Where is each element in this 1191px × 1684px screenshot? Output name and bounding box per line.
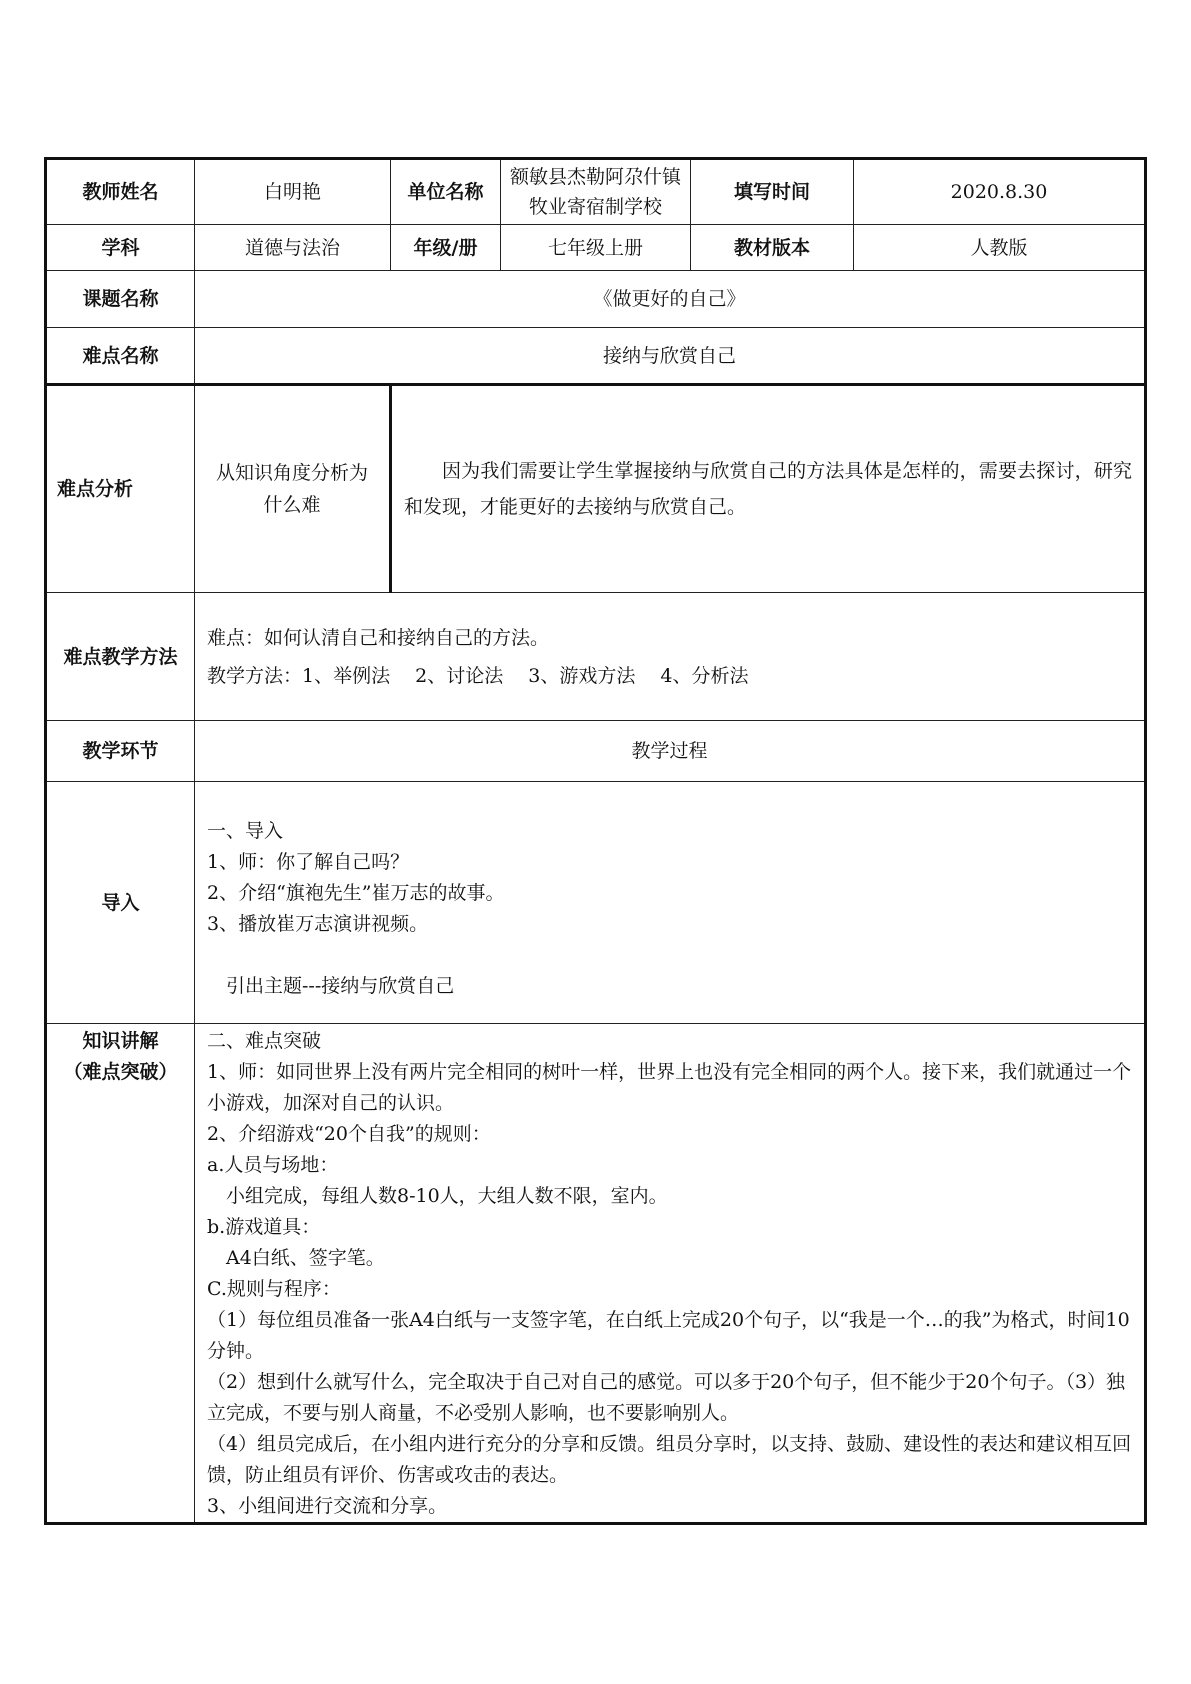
intro-line bbox=[207, 940, 1132, 971]
intro-line: 1、师：你了解自己吗？ bbox=[207, 850, 410, 873]
intro-line: 引出主题---接纳与欣赏自己 bbox=[207, 974, 455, 997]
knowledge-line: （4）组员完成后，在小组内进行充分的分享和反馈。组员分享时，以支持、鼓励、建设性的表达和建议相互回馈，防止组员有评价、伤害或攻击的表达。 bbox=[207, 1433, 1132, 1486]
intro-label: 导入 bbox=[46, 782, 195, 1024]
grade-label: 年级/册 bbox=[391, 225, 501, 271]
knowledge-line: 小组完成，每组人数8-10人，大组人数不限，室内。 bbox=[207, 1185, 668, 1207]
difficulty-value: 接纳与欣赏自己 bbox=[195, 328, 1146, 385]
topic-value: 《做更好的自己》 bbox=[195, 271, 1146, 328]
knowledge-line: （2）想到什么就写什么，完全取决于自己对自己的感觉。可以多于20个句子，但不能少于20个句子。（3）独立完成，不要与别人商量，不必受别人影响，也不要影响别人。 bbox=[207, 1371, 1126, 1424]
method-list-line: 教学方法：1、举例法 2、讨论法 3、游戏方法 4、分析法 bbox=[207, 664, 749, 687]
knowledge-line: 2、介绍游戏“20个自我”的规则： bbox=[207, 1123, 491, 1145]
knowledge-line: 二、难点突破 bbox=[207, 1030, 322, 1052]
lesson-plan-table bbox=[44, 157, 1147, 1525]
lesson-plan-form bbox=[44, 157, 1144, 1525]
knowledge-line: a.人员与场地： bbox=[207, 1154, 339, 1176]
edition-value: 人教版 bbox=[854, 225, 1146, 271]
knowledge-line: 1、师：如同世界上没有两片完全相同的树叶一样，世界上也没有完全相同的两个人。接下来，我们就通过一个小游戏，加深对自己的认识。 bbox=[207, 1061, 1132, 1114]
knowledge-line: A4白纸、签字笔。 bbox=[207, 1247, 385, 1269]
knowledge-line: 3、小组间进行交流和分享。 bbox=[207, 1495, 448, 1517]
knowledge-label-line2: （难点突破） bbox=[63, 1061, 178, 1083]
fill-date-label: 填写时间 bbox=[691, 159, 854, 225]
knowledge-line: （1）每位组员准备一张A4白纸与一支签字笔，在白纸上完成20个句子，以“我是一个…的我”为格式，时间10分钟。 bbox=[207, 1309, 1130, 1362]
knowledge-label-line1: 知识讲解 bbox=[82, 1030, 159, 1052]
grade-value: 七年级上册 bbox=[501, 225, 691, 271]
subject-value: 道德与法治 bbox=[195, 225, 391, 271]
teacher-name-value: 白明艳 bbox=[195, 159, 391, 225]
analysis-label: 难点分析 bbox=[46, 385, 195, 593]
intro-line: 2、介绍“旗袍先生”崔万志的故事。 bbox=[207, 881, 505, 904]
difficulty-label: 难点名称 bbox=[46, 328, 195, 385]
unit-name-label: 单位名称 bbox=[391, 159, 501, 225]
method-label: 难点教学方法 bbox=[46, 593, 195, 721]
knowledge-line: C.规则与程序： bbox=[207, 1278, 341, 1300]
edition-label: 教材版本 bbox=[691, 225, 854, 271]
unit-name-value: 额敏县杰勒阿尕什镇牧业寄宿制学校 bbox=[501, 159, 691, 225]
knowledge-line: b.游戏道具： bbox=[207, 1216, 321, 1238]
teacher-name-label: 教师姓名 bbox=[46, 159, 195, 225]
method-difficulty-line: 难点：如何认清自己和接纳自己的方法。 bbox=[207, 626, 550, 649]
intro-line: 3、播放崔万志演讲视频。 bbox=[207, 912, 429, 935]
process-content-header: 教学过程 bbox=[195, 721, 1146, 782]
topic-label: 课题名称 bbox=[46, 271, 195, 328]
subject-label: 学科 bbox=[46, 225, 195, 271]
intro-line: 一、导入 bbox=[207, 819, 284, 842]
process-stage-header: 教学环节 bbox=[46, 721, 195, 782]
analysis-text: 因为我们需要让学生掌握接纳与欣赏自己的方法具体是怎样的，需要去探讨，研究和发现，才能更好的去接纳与欣赏自己。 bbox=[404, 460, 1132, 518]
fill-date-value: 2020.8.30 bbox=[854, 159, 1146, 225]
analysis-sub-label: 从知识角度分析为什么难 bbox=[195, 385, 391, 593]
